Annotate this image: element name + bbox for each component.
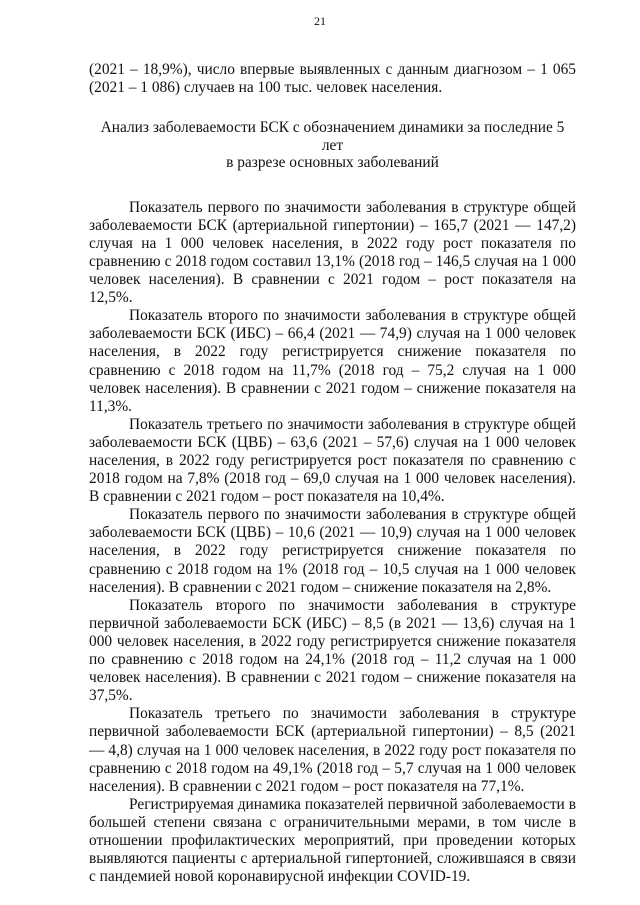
section-heading-line-2: в разрезе основных заболеваний (226, 154, 439, 172)
section-heading (89, 119, 576, 172)
paragraph-cvd-primary: Показатель первого по значимости заболевания в структуре общей заболеваемости БСК (ЦВБ) – 10,6 (2021 — 10,9) случая на 1 000 человек населения, в 2022 году регистрируется снижение показателя по сравнению с 2018 годом на 1% (2018 год – 10,5 случая на 1 000 человек населения). В сравнении с 2021 годом – снижение показателя на 2,8%. (89, 506, 576, 596)
paragraph-ihd-general: Показатель второго по значимости заболевания в структуре общей заболеваемости БСК (ИБС) – 66,4 (2021 — 74,9) случая на 1 000 человек населения, в 2022 году регистрируется снижение показателя по сравнению с 2018 годом на 11,7% (2018 год – 75,2 случая на 1 000 человек населения). В сравнении с 2021 годом – снижение показателя на 11,3%. (89, 307, 576, 415)
paragraph-hypertension-general: Показатель первого по значимости заболевания в структуре общей заболеваемости БСК (артериальной гипертонии) – 165,7 (2021 — 147,2) случая на 1 000 человек населения, в 2022 году рост показателя по сравнению с 2018 годом составил 13,1% (2018 год – 146,5 случая на 1 000 человек населения). В сравнении с 2021 годом – рост показателя на 12,5%. (89, 198, 576, 307)
page-number: 21 (314, 14, 326, 28)
paragraph-ihd-primary: Показатель второго по значимости заболевания в структуре первичной заболеваемости БСК (ИБС) – 8,5 (в 2021 — 13,6) случая на 1 000 человек населения, в 2022 году регистрируется снижение показателя по сравнению с 2018 годом на 24,1% (2018 год – 11,2 случая на 1 000 человек населения). В сравнении с 2021 годом – снижение показателя на 37,5%. (89, 596, 576, 705)
document-body (89, 61, 576, 886)
paragraph-cvd-general: Показатель третьего по значимости заболевания в структуре общей заболеваемости БСК (ЦВБ) – 63,6 (2021 – 57,6) случая на 1 000 человек населения, в 2022 году регистрируется рост показателя по сравнению с 2018 годом на 7,8% (2018 год – 69,0 случая на 1 000 человек населения). В сравнении с 2021 годом – рост показателя на 10,4%. (89, 415, 576, 506)
paragraph-dynamics-summary: Регистрируемая динамика показателей первичной заболеваемости в большей степени связана с ограничительными мерами, в том числе в отношении профилактических мероприятий, при проведении которых выявляются пациенты с артериальной гипертонией, сложившаяся в связи с пандемией новой коронавирусной инфекции COVID-19. (89, 795, 576, 886)
intro-paragraph: (2021 – 18,9%), число впервые выявленных с данным диагнозом – 1 065 (2021 – 1 086) случаев на 100 тыс. человек населения. (89, 61, 576, 97)
section-heading-line-1: Анализ заболеваемости БСК с обозначением динамики за последние 5 лет (100, 119, 565, 154)
paragraph-hypertension-primary: Показатель третьего по значимости заболевания в структуре первичной заболеваемости БСК (артериальной гипертонии) – 8,5 (2021 — 4,8) случая на 1 000 человек населения, в 2022 году рост показателя по сравнению с 2018 годом на 49,1% (2018 год – 5,7 случая на 1 000 человек населения). В сравнении с 2021 годом – рост показателя на 77,1%. (89, 705, 576, 795)
